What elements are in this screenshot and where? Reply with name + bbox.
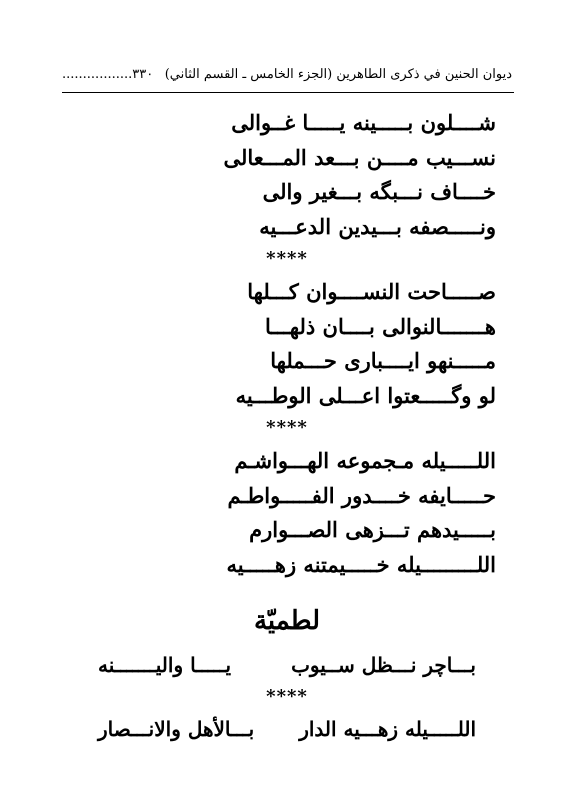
stanza-separator: **** [266,686,308,707]
verse-hemistich-right: بـــاچر نـــظل ســيوب [291,653,476,677]
verse-line: شــــلون بـــــينه يـــــا غــوالى [231,110,496,135]
verse-line: اللـــــــــيله خـــــيمتنه زهـــــيه [226,552,496,577]
verse-hemistich-left: يـــــا واليـــــــنه [98,653,232,677]
verse-line: لو وگـــــعتوا اعـــلى الوطـــيه [235,383,496,408]
verse-line: اللـــــيله مـجموعه الهـــواشـم [234,448,496,473]
verse-line: ونـــــصفه بـــيدين الدعـــيه [259,214,496,239]
header-rule [62,92,514,93]
verse-hemistich-left: بـــالأهل والانـــصار [98,717,255,741]
section-heading: لطميّة [253,606,321,636]
stanza-separator: **** [266,417,308,438]
verse-line: مـــــنهو ايــــبارى حـــملها [270,348,496,373]
verse-line: هـــــــالنوالى بــــان ذلهـــا [264,314,496,339]
verse-line: صـــــاحت النســــوان كـــلها [247,279,496,304]
verse-line: نســـيب مــــن بـــعد المـــعالى [223,145,496,170]
running-header [62,64,512,86]
stanza-separator: **** [266,248,308,269]
verse-line: بـــــيدهم تـــزهى الصـــوارم [249,517,496,542]
verse-line: خــــاف نـــبگه بـــغير والى [262,179,496,204]
page-number: ٣٣٠................. [62,67,154,82]
book-title: ديوان الحنين في ذكرى الطاهرين (الجزء الخامس ـ القسم الثاني) [164,67,512,82]
verse-line: حـــــايفه خــــدور الفـــــواطـم [227,483,496,508]
verse-hemistich-right: اللـــــيله زهـــيه الدار [299,717,476,741]
